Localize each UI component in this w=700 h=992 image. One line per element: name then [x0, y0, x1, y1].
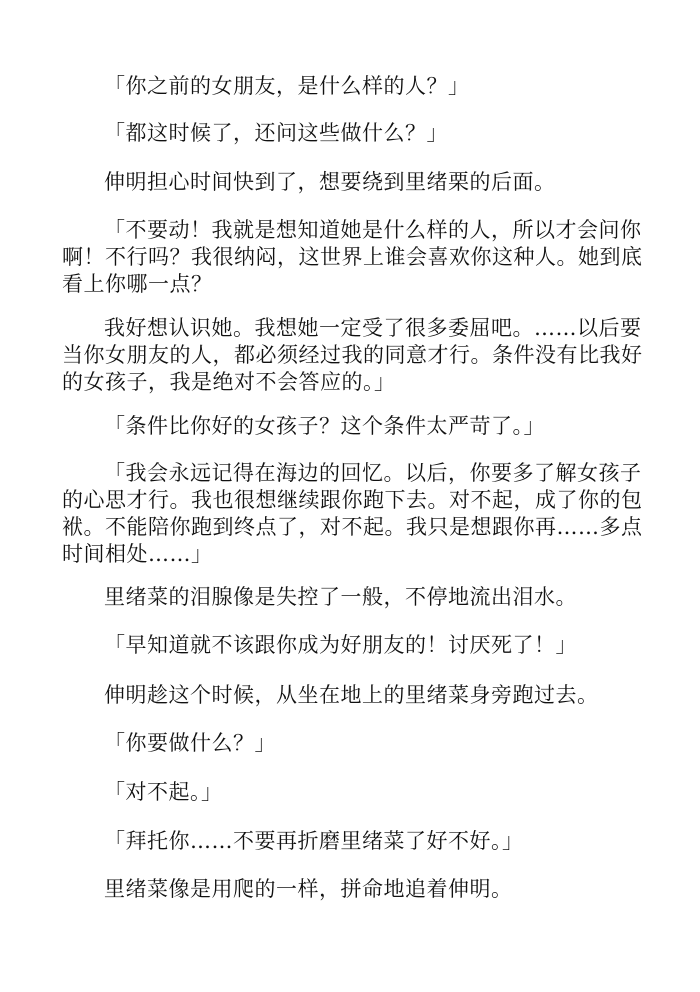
text-line: 「我会永远记得在海边的回忆。以后，你要多了解女孩子 [104, 461, 642, 485]
paragraph [62, 413, 642, 440]
text-line: 「拜托你……不要再折磨里绪菜了好不好。」 [104, 829, 524, 853]
text-line: 我好想认识她。我想她一定受了很多委屈吧。……以后要 [104, 316, 642, 340]
text-line: 里绪菜的泪腺像是失控了一般，不停地流出泪水。 [104, 585, 577, 609]
text-line: 「你要做什么？」 [104, 731, 276, 755]
text-line: 里绪菜像是用爬的一样，拼命地追着伸明。 [104, 877, 513, 901]
paragraph [62, 779, 642, 806]
text-line: 「你之前的女朋友，是什么样的人？」 [104, 74, 470, 98]
text-line: 「不要动！我就是想知道她是什么样的人，所以才会问你 [104, 218, 642, 242]
text-line: 的女孩子，我是绝对不会答应的。」 [62, 370, 396, 394]
text-line: 袱。不能陪你跑到终点了，对不起。我只是想跟你再……多点 [62, 515, 643, 539]
paragraph [62, 682, 642, 709]
text-line: 时间相处……」 [62, 542, 213, 566]
text-line: 伸明担心时间快到了，想要绕到里绪栗的后面。 [104, 170, 556, 194]
paragraph [62, 828, 642, 855]
paragraph [62, 169, 642, 196]
text-line: 伸明趁这个时候，从坐在地上的里绪菜身旁跑过去。 [104, 683, 599, 707]
text-line: 「条件比你好的女孩子？这个条件太严苛了。」 [104, 414, 545, 438]
paragraph [62, 217, 642, 298]
text-line: 「早知道就不该跟你成为好朋友的！讨厌死了！」 [104, 633, 577, 657]
text-line: 当你女朋友的人，都必须经过我的同意才行。条件没有比我好 [62, 343, 643, 367]
text-line: 看上你哪一点？ [62, 272, 213, 296]
paragraph [62, 876, 642, 903]
paragraph [62, 73, 642, 100]
paragraph [62, 632, 642, 659]
text-line: 「对不起。」 [104, 780, 223, 804]
paragraph [62, 584, 642, 611]
paragraph [62, 315, 642, 396]
text-line: 「都这时候了，还问这些做什么？」 [104, 121, 448, 145]
paragraph [62, 460, 642, 568]
text-line: 啊！不行吗？我很纳闷，这世界上谁会喜欢你这种人。她到底 [62, 245, 643, 269]
paragraph [62, 730, 642, 757]
text-line: 的心思才行。我也很想继续跟你跑下去。对不起，成了你的包 [62, 488, 643, 512]
paragraph [62, 120, 642, 147]
